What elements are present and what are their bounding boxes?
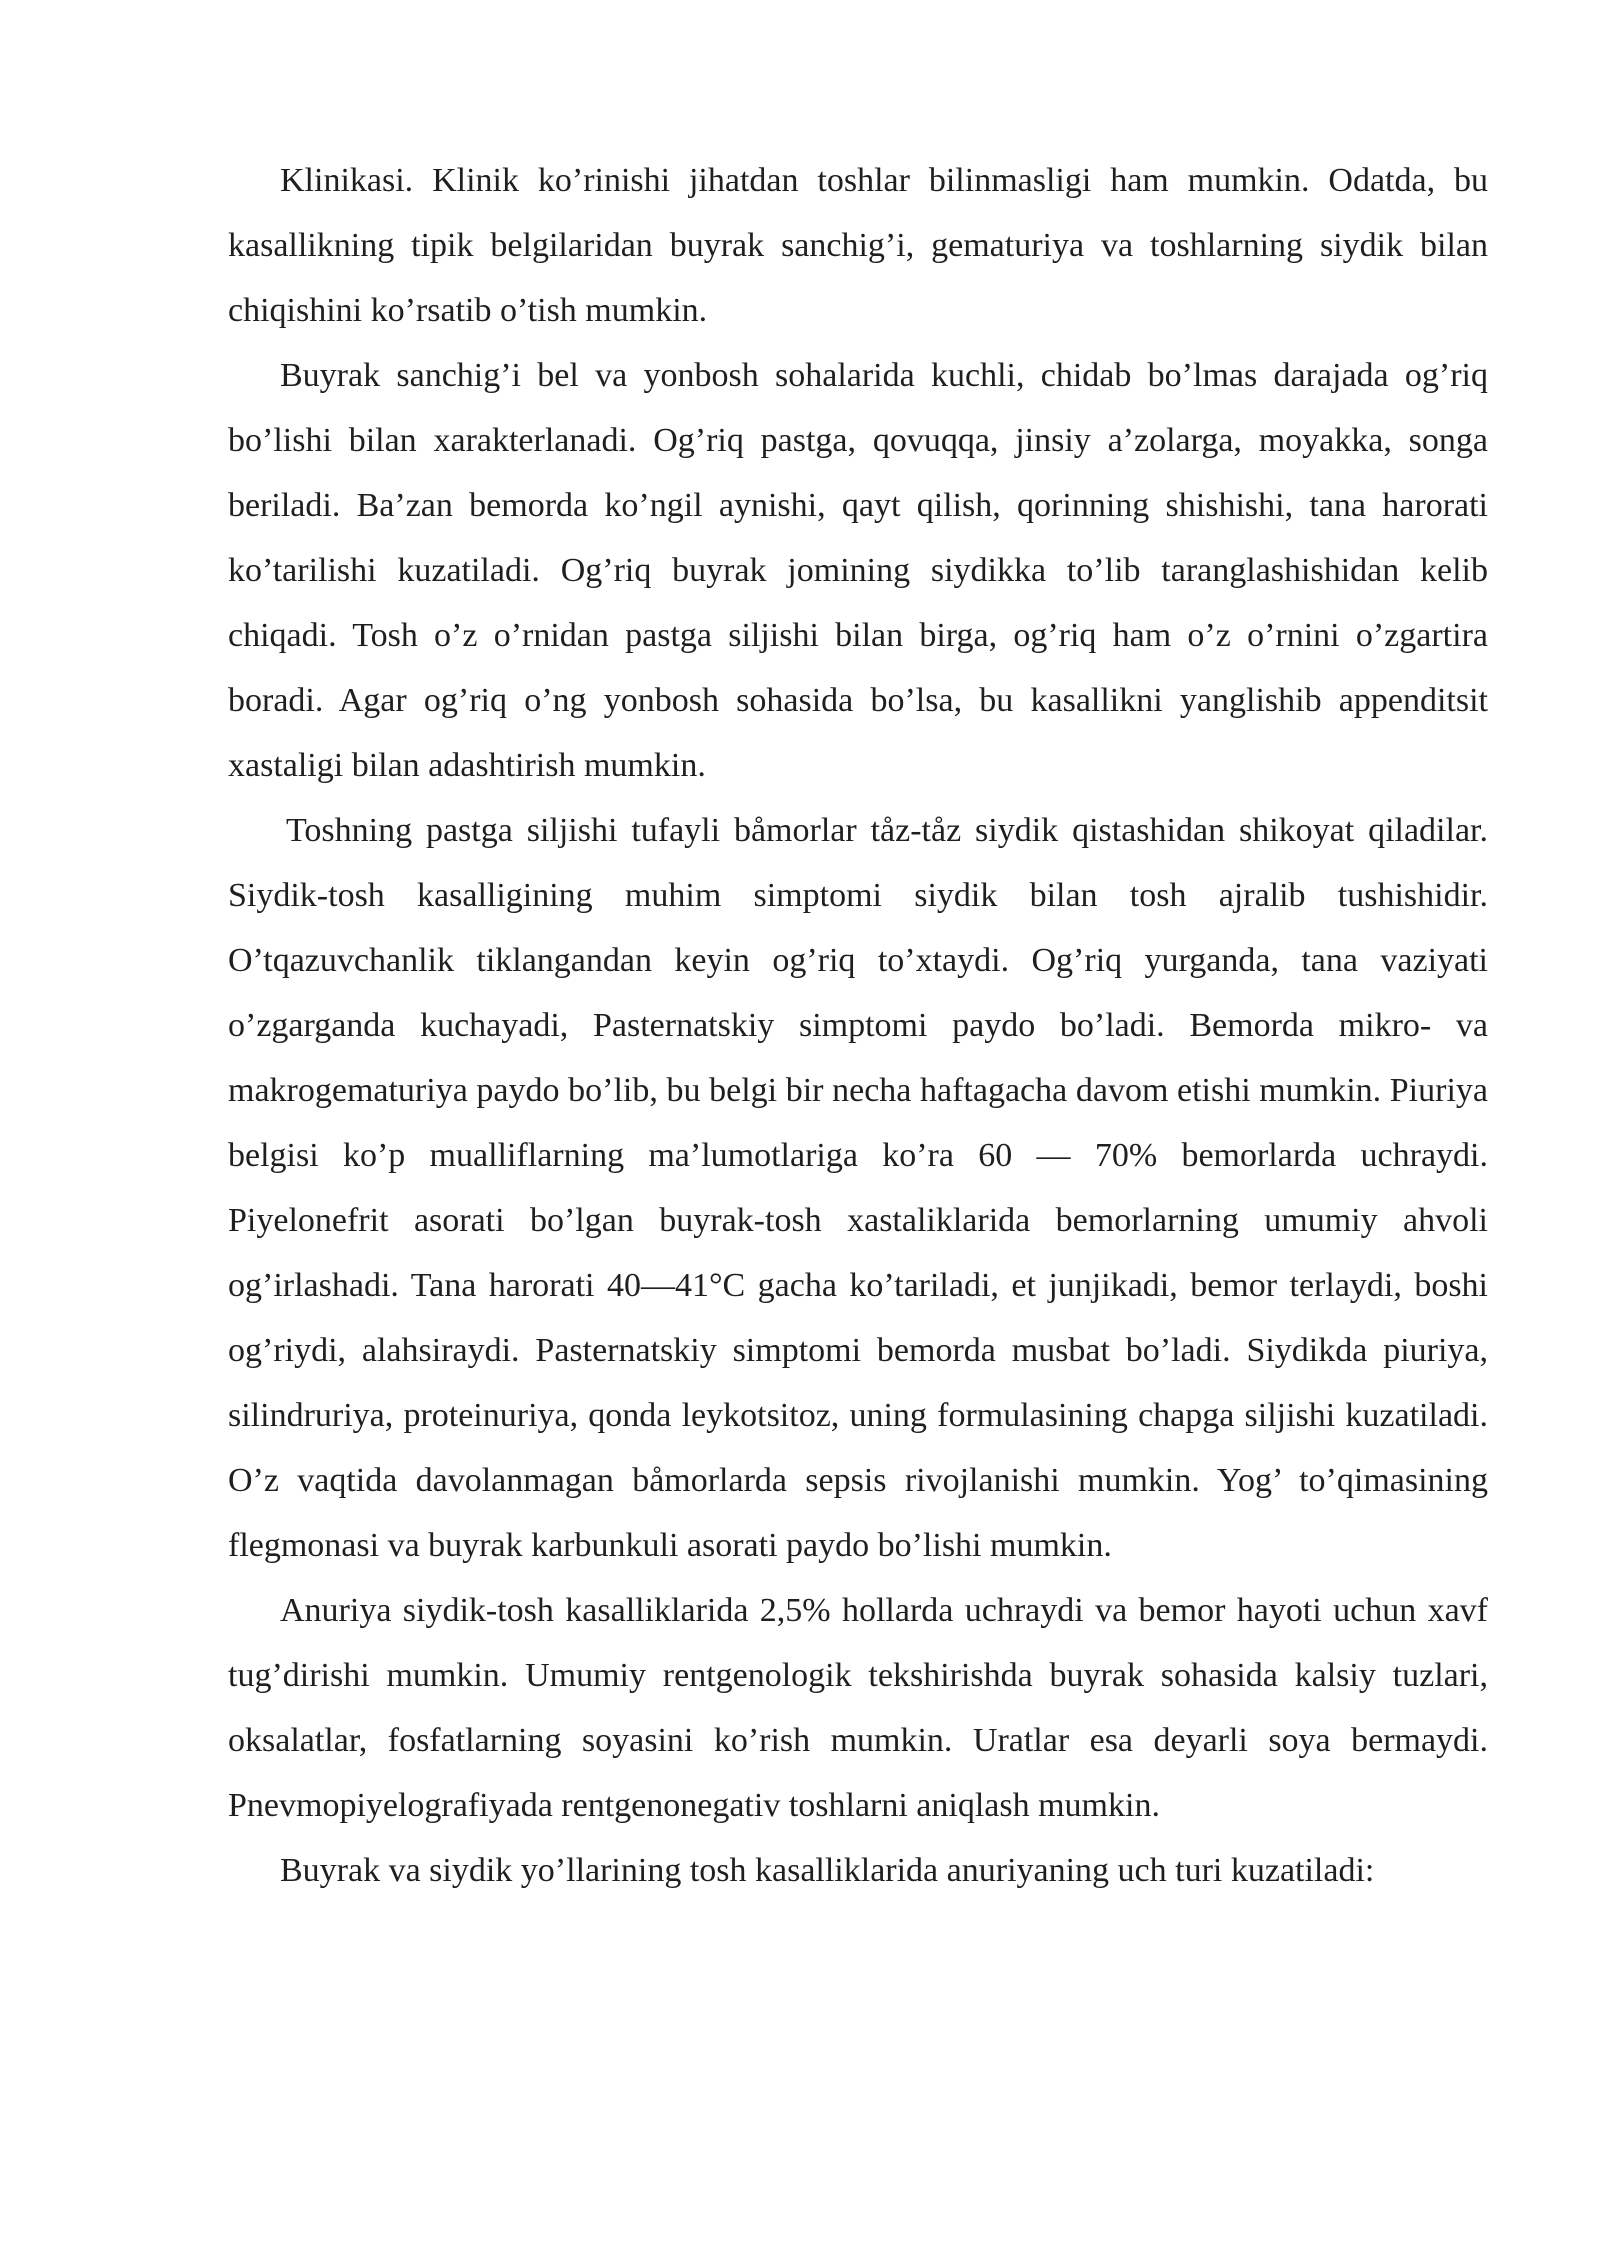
document-body: [228, 148, 1488, 1903]
paragraph-stone-migration: Toshning pastga siljishi tufayli båmorlar tåz-tåz siydik qistashidan shikoyat qiladilar. Siydik-tosh kasalligining muhim simptomi siydik bilan tosh ajralib tushishidir. O’tqazuvchanlik tiklangandan keyin og’riq to’xtaydi. Og’riq yurganda, tana vaziyati o’zgarganda kuchayadi, Pasternatskiy simptomi paydo bo’ladi. Bemorda mikro- va makrogematuriya paydo bo’lib, bu belgi bir necha haftagacha davom etishi mumkin. Piuriya belgisi ko’p mualliflarning ma’lumotlariga ko’ra 60 — 70% bemorlarda uchraydi. Piyelonefrit asorati bo’lgan buyrak-tosh xastaliklarida bemorlarning umumiy ahvoli og’irlashadi. Tana harorati 40—41°C gacha ko’tariladi, et junjikadi, bemor terlaydi, boshi og’riydi, alahsiraydi. Pasternatskiy simptomi bemorda musbat bo’ladi. Siydikda piuriya, silindruriya, proteinuriya, qonda leykotsitoz, uning formulasining chapga siljishi kuzatiladi. O’z vaqtida davolanmagan båmorlarda sepsis rivojlanishi mumkin. Yog’ to’qimasining flegmonasi va buyrak karbunkuli asorati paydo bo’lishi mumkin.: [228, 812, 1488, 1564]
paragraph-clinical-picture: Klinikasi. Klinik ko’rinishi jihatdan toshlar bilinmasligi ham mumkin. Odatda, bu kasallikning tipik belgilaridan buyrak sanchig’i, gematuriya va toshlarning siydik bilan chiqishini ko’rsatib o’tish mumkin.: [228, 162, 1488, 329]
paragraph-renal-colic: Buyrak sanchig’i bel va yonbosh sohalarida kuchli, chidab bo’lmas darajada og’riq bo’lishi bilan xarakterlanadi. Og’riq pastga, qovuqqa, jinsiy a’zolarga, moyakka, songa beriladi. Ba’zan bemorda ko’ngil aynishi, qayt qilish, qorinning shishishi, tana harorati ko’tarilishi kuzatiladi. Og’riq buyrak jomining siydikka to’lib taranglashishidan kelib chiqadi. Tosh o’z o’rnidan pastga siljishi bilan birga, og’riq ham o’z o’rnini o’zgartira boradi. Agar og’riq o’ng yonbosh sohasida bo’lsa, bu kasallikni yanglishib appenditsit xastaligi bilan adashtirish mumkin.: [228, 357, 1488, 784]
paragraph-anuria: Anuriya siydik-tosh kasalliklarida 2,5% hollarda uchraydi va bemor hayoti uchun xavf tug’dirishi mumkin. Umumiy rentgenologik tekshirishda buyrak sohasida kalsiy tuzlari, oksalatlar, fosfatlarning soyasini ko’rish mumkin. Uratlar esa deyarli soya bermaydi. Pnevmopiyelografiyada rentgenonegativ toshlarni aniqlash mumkin.: [228, 1592, 1488, 1824]
paragraph-anuria-types: Buyrak va siydik yo’llarining tosh kasalliklarida anuriyaning uch turi kuzatiladi:: [280, 1852, 1375, 1889]
